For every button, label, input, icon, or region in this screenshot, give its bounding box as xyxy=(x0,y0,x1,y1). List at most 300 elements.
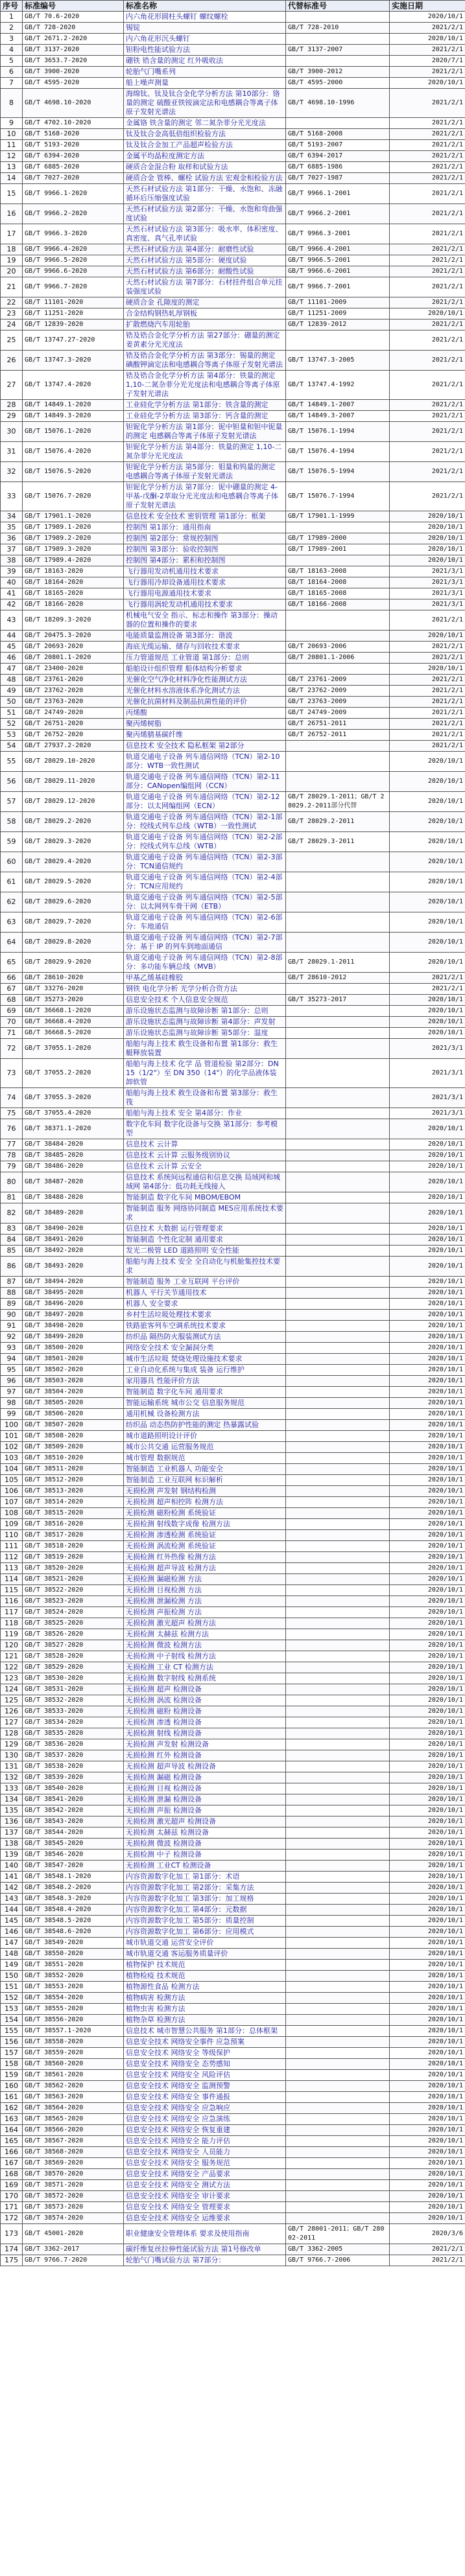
cell-index: 138 xyxy=(1,1839,23,1850)
cell-replaced-standard xyxy=(286,555,390,566)
cell-implementation-date: 2020/10/1 xyxy=(390,995,465,1006)
table-row xyxy=(1,533,465,544)
cell-standard-number: GB/T 28029.10-2020 xyxy=(23,752,124,772)
cell-standard-number: GB/T 23400-2020 xyxy=(23,664,124,675)
cell-index: 98 xyxy=(1,1398,23,1409)
cell-standard-name: 网络安全技术 安全漏洞分类 xyxy=(124,1343,286,1354)
cell-standard-name: 光催化材料水溶液体系净化测试方法 xyxy=(124,686,286,697)
table-row xyxy=(1,34,465,45)
cell-standard-number: GB/T 38503-2020 xyxy=(23,1376,124,1387)
cell-replaced-standard xyxy=(286,1850,390,1861)
cell-implementation-date: 2020/10/1 xyxy=(390,1905,465,1916)
cell-index: 131 xyxy=(1,1761,23,1772)
cell-standard-number: GB/T 38508-2020 xyxy=(23,1431,124,1442)
cell-standard-number: GB/T 6885-2020 xyxy=(23,162,124,173)
cell-implementation-date: 2021/2/1 xyxy=(390,675,465,686)
table-row xyxy=(1,23,465,34)
cell-implementation-date: 2020/10/1 xyxy=(390,664,465,675)
cell-standard-number: GB/T 38534-2020 xyxy=(23,1717,124,1728)
cell-replaced-standard xyxy=(286,1673,390,1684)
cell-standard-name: 无损检测 目视检测 方法 xyxy=(124,1585,286,1596)
table-row xyxy=(1,1993,465,2004)
cell-replaced-standard: GB/T 3900-2012 xyxy=(286,67,390,78)
cell-index: 133 xyxy=(1,1783,23,1794)
cell-standard-number: GB/T 38517-2020 xyxy=(23,1530,124,1541)
cell-standard-name: 无损检测 中子 检测设备 xyxy=(124,1850,286,1861)
table-row xyxy=(1,422,465,442)
cell-standard-name: 城市轨道交通 客运服务质量评价 xyxy=(124,1949,286,1960)
cell-index: 84 xyxy=(1,1235,23,1246)
table-row xyxy=(1,162,465,173)
cell-standard-name: 智能制造 个性化定制 通用要求 xyxy=(124,1235,286,1246)
cell-implementation-date: 2020/10/1 xyxy=(390,631,465,642)
cell-standard-name: 内容资源数字化加工 第4部分：元数据 xyxy=(124,1905,286,1916)
cell-replaced-standard: GB/T 20693-2006 xyxy=(286,642,390,653)
cell-standard-name: 聚丙烯腈基碳纤维 xyxy=(124,730,286,741)
table-row xyxy=(1,2202,465,2213)
cell-standard-name: 钛及钛合金加工产品超声检验方法 xyxy=(124,140,286,151)
cell-replaced-standard xyxy=(286,1486,390,1497)
cell-standard-name: 无损检测 激光超声 检测设备 xyxy=(124,1816,286,1828)
cell-implementation-date: 2020/10/1 xyxy=(390,2015,465,2026)
table-row xyxy=(1,331,465,351)
cell-standard-name: 海底光缆运输、储存与回收技术要求 xyxy=(124,642,286,653)
cell-replaced-standard xyxy=(286,631,390,642)
cell-index: 30 xyxy=(1,422,23,442)
table-row xyxy=(1,1971,465,1982)
cell-replaced-standard: GB/T 28029.1-2011 xyxy=(286,953,390,973)
table-row xyxy=(1,2026,465,2037)
cell-replaced-standard xyxy=(286,1905,390,1916)
cell-standard-number: GB/T 4702.10-2020 xyxy=(23,118,124,129)
cell-replaced-standard: GB/T 18163-2008 xyxy=(286,566,390,577)
table-row xyxy=(1,1119,465,1139)
cell-replaced-standard: GB/T 9966.1-2001 xyxy=(286,184,390,204)
cell-implementation-date: 2020/10/1 xyxy=(390,1235,465,1246)
cell-standard-number: GB/T 38556-2020 xyxy=(23,2015,124,2026)
cell-standard-name: 智能制造 服务 网络协同制造 MES应用系统技术要求 xyxy=(124,1203,286,1224)
cell-index: 2 xyxy=(1,23,23,34)
table-row xyxy=(1,2125,465,2136)
cell-standard-number: GB/T 38524-2020 xyxy=(23,1607,124,1618)
cell-index: 78 xyxy=(1,1150,23,1161)
cell-standard-number: GB/T 24749-2020 xyxy=(23,708,124,719)
cell-replaced-standard xyxy=(286,2103,390,2114)
cell-replaced-standard: GB/T 15076.1-1994 xyxy=(286,422,390,442)
cell-standard-name: 信息安全技术 网络安全 监测预警 xyxy=(124,2081,286,2092)
cell-replaced-standard: GB/T 728-2010 xyxy=(286,23,390,34)
table-row xyxy=(1,1409,465,1420)
cell-implementation-date: 2021/2/1 xyxy=(390,697,465,708)
cell-replaced-standard xyxy=(286,1354,390,1365)
table-row xyxy=(1,2015,465,2026)
cell-standard-number: GB/T 38515-2020 xyxy=(23,1508,124,1519)
table-row xyxy=(1,2059,465,2070)
cell-implementation-date: 2020/10/1 xyxy=(390,1519,465,1530)
cell-index: 171 xyxy=(1,2202,23,2213)
table-row xyxy=(1,1150,465,1161)
cell-replaced-standard xyxy=(286,1508,390,1519)
cell-implementation-date: 2020/10/1 xyxy=(390,2169,465,2180)
cell-index: 161 xyxy=(1,2092,23,2103)
cell-implementation-date: 2020/10/1 xyxy=(390,1662,465,1673)
table-row xyxy=(1,319,465,331)
cell-replaced-standard xyxy=(286,2070,390,2081)
cell-index: 16 xyxy=(1,204,23,224)
cell-index: 165 xyxy=(1,2136,23,2147)
cell-replaced-standard: GB/T 20801.1-2006 xyxy=(286,653,390,664)
table-row xyxy=(1,173,465,184)
cell-index: 170 xyxy=(1,2191,23,2202)
cell-index: 79 xyxy=(1,1161,23,1172)
table-row xyxy=(1,653,465,664)
cell-standard-number: GB/T 36668.4-2020 xyxy=(23,1017,124,1028)
cell-replaced-standard xyxy=(286,752,390,772)
cell-implementation-date: 2020/10/1 xyxy=(390,1431,465,1442)
cell-implementation-date: 2021/2/1 xyxy=(390,351,465,371)
cell-index: 160 xyxy=(1,2081,23,2092)
table-row xyxy=(1,1739,465,1750)
table-row xyxy=(1,697,465,708)
cell-standard-name: 轨道交通电子设备 列车通信网络（TCN）第2-10部分：WTB一致性测试 xyxy=(124,752,286,772)
table-row xyxy=(1,588,465,599)
cell-replaced-standard xyxy=(286,1585,390,1596)
cell-index: 166 xyxy=(1,2147,23,2158)
cell-implementation-date: 2020/10/1 xyxy=(390,1464,465,1475)
cell-standard-name: 信息技术 云计算 云服务级别协议 xyxy=(124,1150,286,1161)
cell-replaced-standard xyxy=(286,1618,390,1629)
cell-index: 46 xyxy=(1,653,23,664)
cell-replaced-standard xyxy=(286,1717,390,1728)
cell-index: 95 xyxy=(1,1365,23,1376)
table-row xyxy=(1,1420,465,1431)
cell-standard-name: 无损检测 工业CT 检测设备 xyxy=(124,1861,286,1872)
cell-index: 52 xyxy=(1,719,23,730)
cell-replaced-standard xyxy=(286,1288,390,1299)
cell-standard-number: GB/T 38491-2020 xyxy=(23,1235,124,1246)
cell-implementation-date: 2020/10/1 xyxy=(390,1277,465,1288)
cell-replaced-standard xyxy=(286,1203,390,1224)
cell-standard-number: GB/T 18163-2020 xyxy=(23,566,124,577)
cell-standard-number: GB/T 9966.7-2020 xyxy=(23,277,124,297)
cell-standard-name: 信息技术 安全技术 隐私框架 第2部分 xyxy=(124,741,286,752)
cell-standard-number: GB/T 5168-2020 xyxy=(23,129,124,140)
cell-replaced-standard xyxy=(286,2147,390,2158)
cell-standard-name: 信息安全技术 网络安全 产品要求 xyxy=(124,2169,286,2180)
cell-standard-name: 轨道交通电子设备 列车通信网络（TCN）第2-3部分：TCN通信规约 xyxy=(124,852,286,872)
cell-standard-name: 金属铬 铁含量的测定 邻二氮杂菲分光光度法 xyxy=(124,118,286,129)
cell-implementation-date: 2020/10/1 xyxy=(390,1574,465,1585)
cell-replaced-standard xyxy=(286,1088,390,1108)
cell-standard-name: 无损检测 中子射线 检测方法 xyxy=(124,1651,286,1662)
cell-index: 155 xyxy=(1,2026,23,2037)
cell-standard-number: GB/T 38520-2020 xyxy=(23,1563,124,1574)
cell-index: 59 xyxy=(1,832,23,852)
cell-replaced-standard xyxy=(286,1839,390,1850)
cell-index: 67 xyxy=(1,984,23,995)
cell-implementation-date: 2021/2/1 xyxy=(390,371,465,400)
cell-index: 85 xyxy=(1,1246,23,1257)
header-row xyxy=(1,1,465,12)
cell-standard-name: 信息安全技术 个人信息安全规范 xyxy=(124,995,286,1006)
table-row xyxy=(1,371,465,400)
table-row xyxy=(1,1192,465,1203)
cell-standard-number: GB/T 17901.1-2020 xyxy=(23,511,124,522)
cell-replaced-standard xyxy=(286,1387,390,1398)
table-row xyxy=(1,1475,465,1486)
cell-replaced-standard xyxy=(286,1872,390,1883)
table-row xyxy=(1,1783,465,1794)
cell-implementation-date: 2020/10/1 xyxy=(390,533,465,544)
table-row xyxy=(1,772,465,792)
cell-replaced-standard: GB/T 23763-2009 xyxy=(286,697,390,708)
table-row xyxy=(1,1442,465,1453)
table-row xyxy=(1,631,465,642)
cell-standard-number: GB/T 5193-2020 xyxy=(23,140,124,151)
cell-index: 97 xyxy=(1,1387,23,1398)
cell-standard-number: GB/T 38489-2020 xyxy=(23,1203,124,1224)
table-row xyxy=(1,566,465,577)
cell-standard-number: GB/T 28029.7-2020 xyxy=(23,912,124,933)
cell-implementation-date: 2020/10/1 xyxy=(390,772,465,792)
cell-standard-name: 信息安全技术 网络安全 态势感知 xyxy=(124,2059,286,2070)
cell-implementation-date: 2021/2/1 xyxy=(390,400,465,411)
cell-standard-name: 信息安全技术 网络安全 恢复重建 xyxy=(124,2125,286,2136)
cell-index: 142 xyxy=(1,1883,23,1894)
cell-standard-name: 压力管道规范 工业管道 第1部分：总则 xyxy=(124,653,286,664)
cell-standard-number: GB/T 38536-2020 xyxy=(23,1739,124,1750)
cell-standard-name: 飞行器用发动机通用技术要求 xyxy=(124,566,286,577)
cell-index: 81 xyxy=(1,1192,23,1203)
cell-standard-number: GB/T 38538-2020 xyxy=(23,1761,124,1772)
cell-implementation-date: 2021/3/1 xyxy=(390,1088,465,1108)
table-row xyxy=(1,719,465,730)
cell-standard-number: GB/T 27937.2-2020 xyxy=(23,741,124,752)
cell-standard-number: GB/T 38496-2020 xyxy=(23,1299,124,1310)
cell-standard-number: GB/T 38547-2020 xyxy=(23,1861,124,1872)
cell-standard-name: 轨道交通电子设备 列车通信网络（TCN）第2-11部分：CANopen编组网（CCN） xyxy=(124,772,286,792)
cell-standard-name: 无损检测 射线 检测设备 xyxy=(124,1728,286,1739)
cell-index: 42 xyxy=(1,599,23,610)
cell-standard-name: 城市管理 数据规范 xyxy=(124,1453,286,1464)
cell-standard-name: 工业硅化学分析方法 第1部分：铁含量的测定 xyxy=(124,400,286,411)
cell-implementation-date: 2020/10/1 xyxy=(390,1552,465,1563)
cell-replaced-standard: GB/T 23762-2009 xyxy=(286,686,390,697)
cell-index: 80 xyxy=(1,1172,23,1192)
cell-index: 147 xyxy=(1,1938,23,1949)
cell-standard-name: 天然石材试验方法 第7部分：石材挂件组合单元挂装强度试验 xyxy=(124,277,286,297)
table-row xyxy=(1,2136,465,2147)
cell-index: 48 xyxy=(1,675,23,686)
cell-standard-number: GB/T 38523-2020 xyxy=(23,1596,124,1607)
cell-index: 91 xyxy=(1,1321,23,1332)
table-row xyxy=(1,1894,465,1905)
table-row xyxy=(1,1519,465,1530)
cell-standard-number: GB/T 36668.5-2020 xyxy=(23,1028,124,1039)
cell-replaced-standard xyxy=(286,664,390,675)
cell-replaced-standard xyxy=(286,1172,390,1192)
cell-standard-number: GB/T 38497-2020 xyxy=(23,1310,124,1321)
cell-replaced-standard xyxy=(286,1006,390,1017)
cell-index: 129 xyxy=(1,1739,23,1750)
cell-implementation-date: 2020/10/1 xyxy=(390,1861,465,1872)
cell-replaced-standard xyxy=(286,1321,390,1332)
cell-standard-number: GB/T 38540-2020 xyxy=(23,1783,124,1794)
cell-standard-name: 无损检测 超声导波 检测设备 xyxy=(124,1761,286,1772)
cell-replaced-standard xyxy=(286,1960,390,1971)
cell-replaced-standard xyxy=(286,1927,390,1938)
cell-replaced-standard xyxy=(286,1662,390,1673)
cell-index: 162 xyxy=(1,2103,23,2114)
cell-standard-number: GB/T 38527-2020 xyxy=(23,1640,124,1651)
cell-implementation-date: 2020/10/1 xyxy=(390,511,465,522)
cell-index: 72 xyxy=(1,1039,23,1059)
cell-standard-name: 无损检测 磁粉检测 系统验证 xyxy=(124,1508,286,1519)
cell-replaced-standard xyxy=(286,1728,390,1739)
cell-implementation-date: 2020/10/1 xyxy=(390,1772,465,1783)
cell-standard-name: 植物保护 技术规范 xyxy=(124,1960,286,1971)
cell-index: 11 xyxy=(1,140,23,151)
table-row xyxy=(1,1706,465,1717)
cell-standard-number: GB/T 28610-2020 xyxy=(23,973,124,984)
cell-index: 88 xyxy=(1,1288,23,1299)
cell-index: 125 xyxy=(1,1695,23,1706)
cell-standard-number: GB/T 28029.11-2020 xyxy=(23,772,124,792)
cell-index: 150 xyxy=(1,1971,23,1982)
cell-standard-name: 内容资源数字化加工 第3部分：加工规格 xyxy=(124,1894,286,1905)
cell-implementation-date: 2020/10/1 xyxy=(390,2092,465,2103)
cell-standard-number: GB/T 9966.1-2020 xyxy=(23,184,124,204)
cell-implementation-date: 2020/10/1 xyxy=(390,832,465,852)
cell-standard-number: GB/T 18164-2020 xyxy=(23,577,124,588)
cell-replaced-standard xyxy=(286,2059,390,2070)
cell-replaced-standard xyxy=(286,2169,390,2180)
table-row xyxy=(1,675,465,686)
table-row xyxy=(1,1039,465,1059)
cell-standard-name: 职业健康安全管理体系 要求及使用指南 xyxy=(124,2224,286,2244)
cell-replaced-standard xyxy=(286,1108,390,1119)
cell-implementation-date: 2020/10/1 xyxy=(390,2191,465,2202)
cell-standard-number: GB/T 28029.9-2020 xyxy=(23,953,124,973)
table-body xyxy=(1,12,465,2266)
cell-replaced-standard xyxy=(286,1431,390,1442)
cell-standard-number: GB/T 12839-2020 xyxy=(23,319,124,331)
cell-standard-name: 聚丙烯树脂 xyxy=(124,719,286,730)
cell-standard-number: GB/T 38567-2020 xyxy=(23,2136,124,2147)
cell-index: 24 xyxy=(1,319,23,331)
cell-replaced-standard xyxy=(286,2158,390,2169)
cell-standard-number: GB/T 37055.4-2020 xyxy=(23,1108,124,1119)
cell-standard-number: GB/T 38510-2020 xyxy=(23,1453,124,1464)
cell-standard-name: 植物杂草 检测方法 xyxy=(124,2015,286,2026)
cell-implementation-date: 2020/10/1 xyxy=(390,1387,465,1398)
table-row xyxy=(1,1530,465,1541)
cell-standard-number: GB/T 28029.3-2020 xyxy=(23,832,124,852)
cell-replaced-standard xyxy=(286,1883,390,1894)
table-row xyxy=(1,1552,465,1563)
table-row xyxy=(1,1486,465,1497)
cell-implementation-date: 2020/10/1 xyxy=(390,1017,465,1028)
cell-replaced-standard xyxy=(286,1409,390,1420)
table-row xyxy=(1,664,465,675)
cell-replaced-standard xyxy=(286,1805,390,1816)
cell-replaced-standard xyxy=(286,1794,390,1805)
cell-replaced-standard: GB/T 28001-2011；GB/T 28002-2011 xyxy=(286,2224,390,2244)
cell-index: 1 xyxy=(1,12,23,23)
cell-implementation-date: 2021/2/1 xyxy=(390,642,465,653)
cell-implementation-date: 2020/10/1 xyxy=(390,1585,465,1596)
table-row xyxy=(1,89,465,118)
table-row xyxy=(1,1794,465,1805)
cell-replaced-standard xyxy=(286,1277,390,1288)
table-row xyxy=(1,812,465,832)
cell-index: 18 xyxy=(1,244,23,255)
cell-index: 111 xyxy=(1,1541,23,1552)
cell-index: 104 xyxy=(1,1464,23,1475)
cell-replaced-standard xyxy=(286,1497,390,1508)
cell-index: 7 xyxy=(1,78,23,89)
cell-standard-number: GB/T 45001-2020 xyxy=(23,2224,124,2244)
table-row xyxy=(1,995,465,1006)
cell-implementation-date: 2021/2/1 xyxy=(390,331,465,351)
cell-standard-number: GB/T 38533-2020 xyxy=(23,1706,124,1717)
cell-index: 152 xyxy=(1,1993,23,2004)
cell-implementation-date: 2020/10/1 xyxy=(390,1750,465,1761)
cell-standard-name: 锆及锆合金化学分析方法 第4部分：铁量的测定 1,10-二氮杂菲分光光度法和电感耦合等离子体原子发射光谱法 xyxy=(124,371,286,400)
cell-index: 10 xyxy=(1,129,23,140)
cell-replaced-standard xyxy=(286,1783,390,1794)
table-row xyxy=(1,1235,465,1246)
cell-implementation-date: 2021/2/1 xyxy=(390,89,465,118)
cell-standard-name: 轨道交通电子设备 列车通信网络（TCN）第2-8部分：多功能车辆总线（MVB） xyxy=(124,953,286,973)
cell-standard-number: GB/T 38542-2020 xyxy=(23,1805,124,1816)
cell-replaced-standard xyxy=(286,1442,390,1453)
cell-implementation-date: 2021/2/1 xyxy=(390,173,465,184)
cell-index: 127 xyxy=(1,1717,23,1728)
cell-implementation-date: 2020/10/1 xyxy=(390,2048,465,2059)
cell-index: 106 xyxy=(1,1486,23,1497)
cell-replaced-standard xyxy=(286,1574,390,1585)
cell-standard-number: GB/T 38555-2020 xyxy=(23,2004,124,2015)
cell-standard-number: GB/T 38548.4-2020 xyxy=(23,1905,124,1916)
table-row xyxy=(1,1288,465,1299)
cell-implementation-date: 2020/10/1 xyxy=(390,1828,465,1839)
cell-standard-number: GB/T 7027-2020 xyxy=(23,173,124,184)
cell-replaced-standard: GB/T 17901.1-1999 xyxy=(286,511,390,522)
cell-index: 137 xyxy=(1,1828,23,1839)
cell-implementation-date: 2020/10/1 xyxy=(390,544,465,555)
cell-replaced-standard xyxy=(286,1059,390,1088)
table-row xyxy=(1,2213,465,2224)
cell-replaced-standard xyxy=(286,34,390,45)
table-row xyxy=(1,1717,465,1728)
cell-index: 25 xyxy=(1,331,23,351)
cell-index: 43 xyxy=(1,610,23,631)
cell-replaced-standard xyxy=(286,1119,390,1139)
cell-implementation-date: 2020/10/1 xyxy=(390,752,465,772)
cell-implementation-date: 2020/10/1 xyxy=(390,2081,465,2092)
cell-replaced-standard xyxy=(286,1530,390,1541)
cell-standard-number: GB/T 35273-2020 xyxy=(23,995,124,1006)
cell-standard-number: GB/T 3362-2017 xyxy=(23,2244,124,2255)
cell-replaced-standard xyxy=(286,1563,390,1574)
cell-implementation-date: 2020/10/1 xyxy=(390,2213,465,2224)
cell-standard-number: GB/T 38569-2020 xyxy=(23,2158,124,2169)
cell-standard-number: GB/T 38561-2020 xyxy=(23,2070,124,2081)
cell-replaced-standard: GB/T 11101-2009 xyxy=(286,297,390,308)
cell-standard-name: 无损检测 超声 检测设备 xyxy=(124,1684,286,1695)
cell-standard-name: 发光二极管 LED 道路照明 安全性能 xyxy=(124,1246,286,1257)
